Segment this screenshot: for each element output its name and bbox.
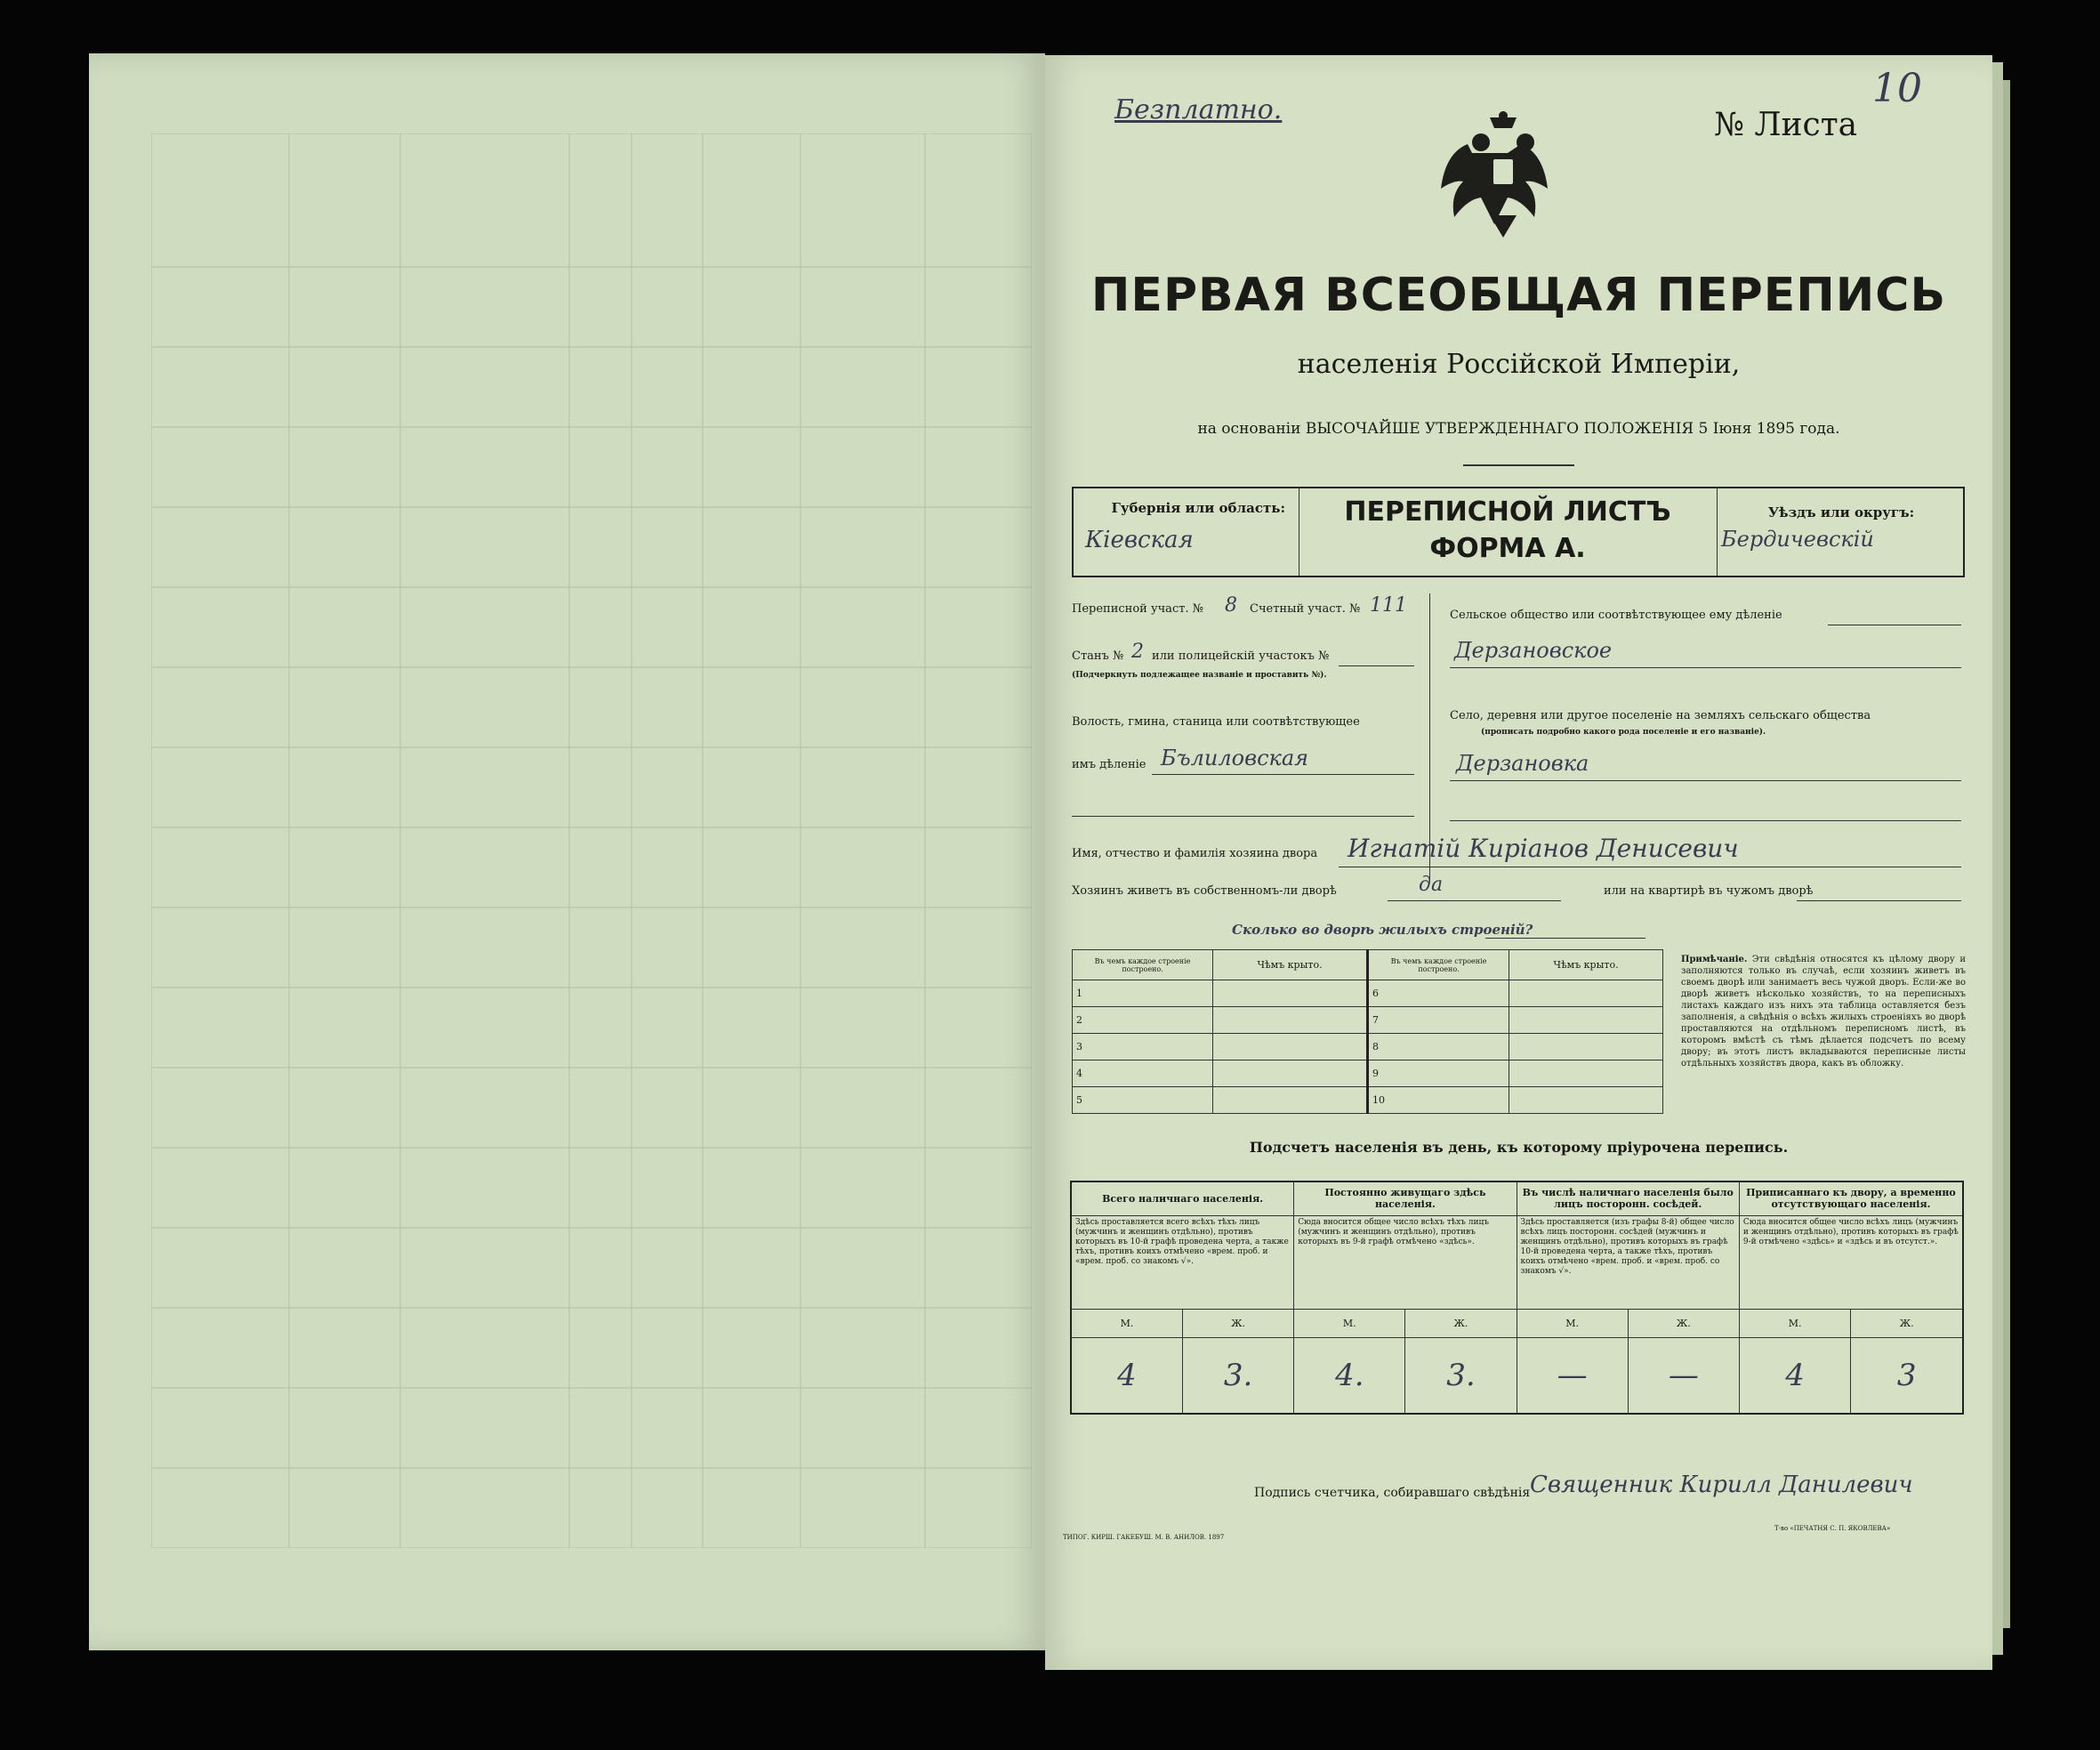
row-num-left: 1 <box>1073 980 1213 1007</box>
signature-label: Подпись счетчика, собиравшаго свѣдѣнія <box>1254 1486 1531 1500</box>
female-label: Ж. <box>1405 1309 1517 1337</box>
summary-col-title: Въ числѣ наличнаго населенія было лицъ посторонн. сосѣдей. <box>1517 1181 1739 1215</box>
row-num-left: 3 <box>1073 1034 1213 1060</box>
selskoe-value: Дерзановское <box>1454 638 1613 663</box>
sheet-number-label: № Листа <box>1714 107 1858 143</box>
title-basis: на основаніи ВЫСОЧАЙШЕ УТВЕРЖДЕННАГО ПОЛОЖЕНІЯ 5 Іюня 1895 года. <box>1197 420 1840 438</box>
male-label: М. <box>1739 1309 1851 1337</box>
note-text: Эти свѣдѣнія относятся къ цѣлому двору и заполняются только въ случаѣ, если хозяинъ живетъ въ своемъ дворѣ или занимаетъ весь чужой дворъ. Если-же во дворѣ живетъ нѣсколько хозяйствъ, то на переписныхъ листахъ каждаго изъ нихъ эта таблица оставляется безъ заполненія, а свѣдѣнія о всѣхъ жилыхъ строеніяхъ во дворѣ проставляются на отдѣльномъ переписномъ листѣ, въ которомъ вмѣстѣ съ тѣмъ дѣлается подсчетъ по всему двору; въ этотъ листъ вкладываются переписные листы отдѣльныхъ хозяйствъ двора, какъ въ обложку. <box>1681 955 1967 1069</box>
stan-label: Станъ № <box>1072 649 1124 663</box>
female-label: Ж. <box>1628 1309 1739 1337</box>
title-sub: населенія Россійской Имперіи, <box>1297 349 1741 380</box>
row-num-right: 6 <box>1367 980 1509 1007</box>
count-female: 3 <box>1851 1337 1963 1414</box>
summary-col-desc: Здѣсь проставляется (изъ графы 8-й) общее число всѣхъ лицъ посторонн. сосѣдей (мужчинъ и женщинъ отдѣльно), противъ которыхъ въ графѣ 10-й проведена черта, а также тѣхъ, противъ коихъ отмѣчено «врем. проб. и «врем. проб. со знакомъ √». <box>1517 1215 1739 1309</box>
volost-label: Волость, гмина, станица или соотвѣтствующее <box>1072 715 1360 729</box>
count-female: 3. <box>1405 1337 1517 1414</box>
sheet-number-value: 10 <box>1872 66 1922 111</box>
row-num-right: 7 <box>1367 1007 1509 1034</box>
form-name-line2: ФОРМА А. <box>1429 533 1586 564</box>
selskoe-label: Сельское общество или соотвѣтствующее ему дѣленіе <box>1450 609 1782 622</box>
owner-value: Игнатій Киріанов Денисевич <box>1348 834 1739 863</box>
perepis-uchastok-label: Переписной участ. № <box>1072 602 1203 616</box>
footer-left: ТИПОГ. КИРШ. ГАКЕБУШ. М. В. АНИЛОВ. 1897 <box>1063 1534 1225 1541</box>
count-male: 4. <box>1294 1337 1405 1414</box>
buildings-label: Сколько во дворѣ жилыхъ строеній? <box>1232 922 1533 938</box>
summary-col-title: Всего наличнаго населенія. <box>1071 1181 1294 1215</box>
own-yard-label: Хозяинъ живетъ въ собственномъ-ли дворѣ <box>1072 884 1337 898</box>
stan-rest: или полицейскій участокъ № <box>1152 649 1330 663</box>
uezd-label: Уѣздъ или округъ: <box>1767 504 1915 520</box>
perepis-uchastok-value: 8 <box>1225 594 1237 617</box>
volost-value: Бълиловская <box>1161 746 1309 770</box>
page-edge <box>1992 62 2003 1655</box>
signature-value: Священник Кирилл Данилевич <box>1530 1472 1913 1498</box>
divider-ornament <box>1463 464 1574 466</box>
form-name-line1: ПЕРЕПИСНОЙ ЛИСТЪ <box>1344 496 1671 528</box>
census-form-page <box>1045 55 1992 1670</box>
gubernia-value: Кіевская <box>1085 527 1194 553</box>
gubernia-label: Губернія или область: <box>1111 500 1285 516</box>
row-num-right: 8 <box>1367 1034 1509 1060</box>
uezd-value: Бердичевскій <box>1721 527 1874 552</box>
buildings-col-roof-2: Чѣмъ крыто. <box>1509 950 1663 980</box>
buildings-col-roof: Чѣмъ крыто. <box>1213 950 1368 980</box>
row-num-left: 5 <box>1073 1087 1213 1114</box>
left-page <box>89 53 1045 1650</box>
row-num-right: 10 <box>1367 1087 1509 1114</box>
note-heading: Примѣчаніе. <box>1681 955 1748 964</box>
page-edge <box>2003 80 2010 1628</box>
count-female: 3. <box>1183 1337 1294 1414</box>
note-block <box>1681 954 1966 1069</box>
summary-col-title: Постоянно живущаго здѣсь населенія. <box>1294 1181 1517 1215</box>
male-label: М. <box>1071 1309 1183 1337</box>
summary-table <box>1070 1181 1964 1415</box>
schetny-uchastok-value: 111 <box>1370 594 1407 617</box>
volost-label2: имъ дѣленіе <box>1072 758 1147 771</box>
owner-label: Имя, отчество и фамилія хозяина двора <box>1072 847 1318 860</box>
count-male: 4 <box>1071 1337 1183 1414</box>
summary-heading: Подсчетъ населенія въ день, къ которому пріурочена перепись. <box>1249 1139 1789 1156</box>
female-label: Ж. <box>1183 1309 1294 1337</box>
summary-col-title: Приписаннаго къ двору, а временно отсутствующаго населенія. <box>1739 1181 1963 1215</box>
rent-label: или на квартирѣ въ чужомъ дворѣ <box>1604 884 1814 898</box>
row-num-right: 9 <box>1367 1060 1509 1087</box>
count-female: — <box>1628 1337 1739 1414</box>
male-label: М. <box>1517 1309 1628 1337</box>
buildings-col-built: Въ чемъ каждое строеніе построено. <box>1073 950 1213 980</box>
stan-value: 2 <box>1131 641 1144 663</box>
own-yard-value: да <box>1419 874 1444 896</box>
summary-col-desc: Сюда вносится общее число всѣхъ тѣхъ лицъ (мужчинъ и женщинъ отдѣльно), противъ которыхъ въ 9-й графѣ отмѣчено «здѣсь». <box>1294 1215 1517 1309</box>
summary-col-desc: Сюда вносится общее число всѣхъ лицъ (мужчинъ и женщинъ отдѣльно), противъ которыхъ въ графѣ 9-й отмѣчено «здѣсь» и «здѣсь и въ отсутст.». <box>1739 1215 1963 1309</box>
row-num-left: 2 <box>1073 1007 1213 1034</box>
stan-note: (Подчеркнуть подлежащее названіе и проставить №). <box>1072 671 1327 680</box>
imperial-eagle-icon <box>1436 109 1570 242</box>
count-male: — <box>1517 1337 1628 1414</box>
summary-col-desc: Здѣсь проставляется всего всѣхъ тѣхъ лицъ (мужчинъ и женщинъ отдѣльно), противъ которыхъ въ 10-й графѣ проведена черта, а также тѣхъ, противъ коихъ отмѣчено «врем. проб. и «врем. проб. со знакомъ √». <box>1071 1215 1294 1309</box>
selo-value: Дерзановка <box>1456 751 1589 776</box>
free-label: Безплатно. <box>1114 94 1283 125</box>
buildings-col-built-2: Въ чемъ каждое строеніе построено. <box>1367 950 1509 980</box>
male-label: М. <box>1294 1309 1405 1337</box>
count-male: 4 <box>1739 1337 1851 1414</box>
row-num-left: 4 <box>1073 1060 1213 1087</box>
schetny-uchastok-label: Счетный участ. № <box>1250 602 1361 616</box>
buildings-table <box>1072 949 1663 1114</box>
footer-right: Т-во «ПЕЧАТНЯ С. П. ЯКОВЛЕВА» <box>1774 1525 1891 1532</box>
female-label: Ж. <box>1851 1309 1963 1337</box>
faint-ruled-grid <box>151 133 1032 1548</box>
selo-label: Село, деревня или другое поселеніе на земляхъ сельскаго общества <box>1450 709 1871 722</box>
title-main: ПЕРВАЯ ВСЕОБЩАЯ ПЕРЕПИСЬ <box>1090 269 1947 322</box>
selo-note: (прописать подробно какого рода поселеніе и его названіе). <box>1481 728 1766 737</box>
